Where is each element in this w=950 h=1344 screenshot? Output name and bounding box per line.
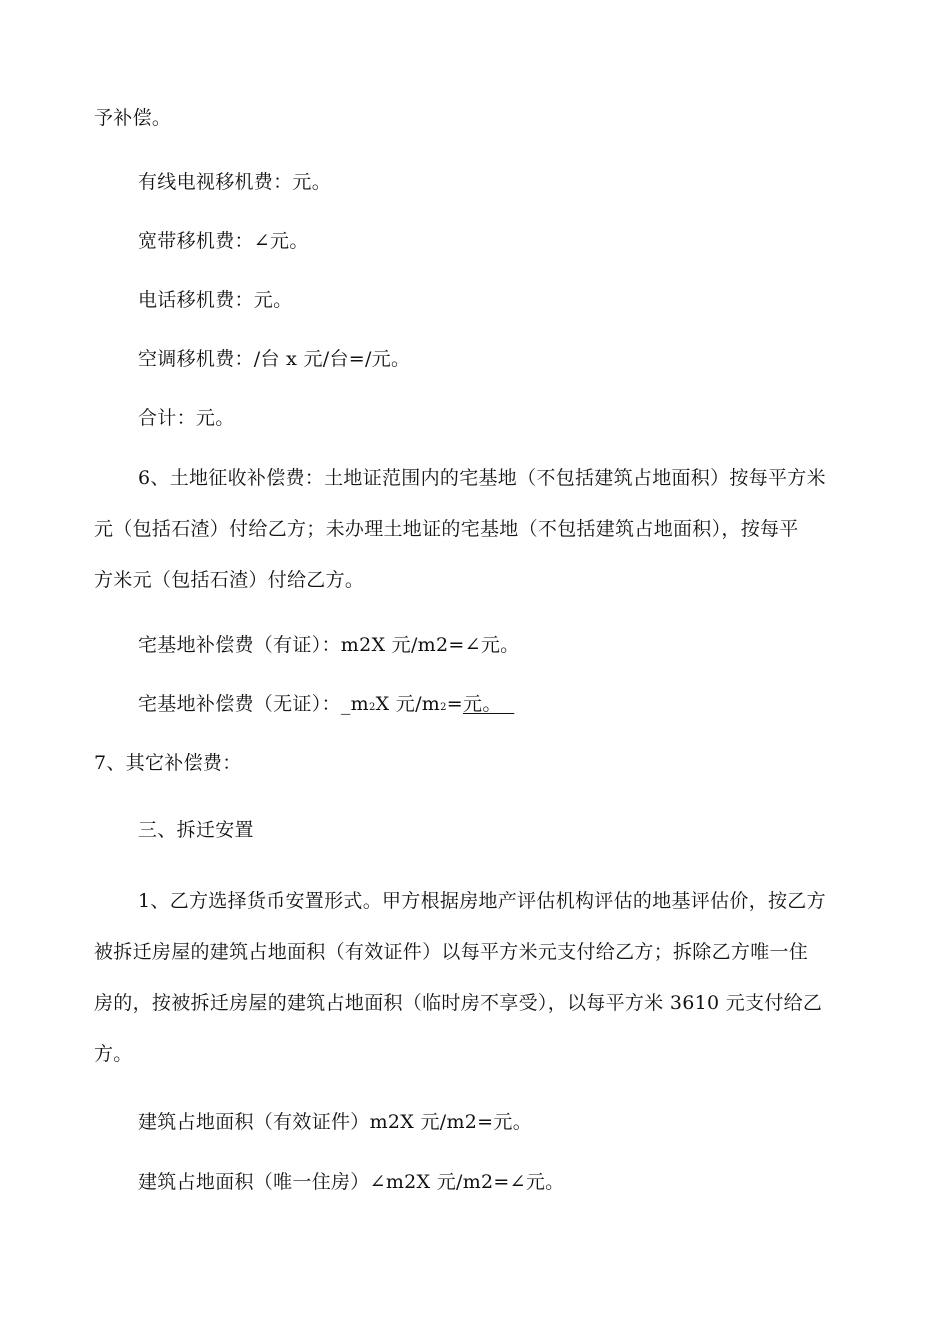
subscript-a: 2 [368, 702, 376, 713]
paragraph-line: 宅基地补偿费（有证）：m2X 元/m2=∠元。 [138, 634, 520, 656]
paragraph-line: 1、乙方选择货币安置形式。甲方根据房地产评估机构评估的地基评估价，按乙方 [138, 890, 826, 912]
paragraph-line: 合计：元。 [138, 407, 235, 429]
underlined-result: 元。 [463, 693, 515, 715]
paragraph-line: 6、土地征收补偿费：土地证范围内的宅基地（不包括建筑占地面积）按每平方米 [138, 467, 826, 489]
paragraph-line: 建筑占地面积（唯一住房）∠m2X 元/m2=∠元。 [138, 1171, 565, 1193]
formula-middle: X 元/m [375, 693, 441, 715]
paragraph-line: 元（包括石渣）付给乙方；未办理土地证的宅基地（不包括建筑占地面积），按每平 [94, 518, 799, 540]
section-heading: 三、拆迁安置 [138, 819, 254, 841]
paragraph-line: 被拆迁房屋的建筑占地面积（有效证件）以每平方米元支付给乙方；拆除乙方唯一住 [94, 941, 809, 963]
uncertified-prefix: 宅基地补偿费（无证）： [138, 693, 341, 715]
section-heading: 7、其它补偿费： [94, 752, 242, 774]
paragraph-line: 方米元（包括石渣）付给乙方。 [94, 569, 365, 591]
equals-sign: = [446, 693, 464, 715]
subscript-b: 2 [440, 702, 447, 713]
paragraph-line: 宽带移机费：∠元。 [138, 230, 309, 252]
paragraph-line: 有线电视移机费：元。 [138, 171, 332, 193]
paragraph-line: 建筑占地面积（有效证件）m2X 元/m2=元。 [138, 1111, 532, 1133]
uncertified-compensation-line [138, 692, 514, 720]
paragraph-line: 房的，按被拆迁房屋的建筑占地面积（临时房不享受），以每平方米 3610 元支付给乙 [94, 992, 823, 1014]
paragraph-line: 方。 [94, 1043, 133, 1065]
blank-mark: _ [340, 693, 351, 715]
paragraph-line: 空调移机费：/台 x 元/台=/元。 [138, 348, 411, 370]
paragraph-line: 予补偿。 [94, 107, 172, 129]
unit-a: m [350, 693, 369, 715]
paragraph-line: 电话移机费：元。 [138, 289, 293, 311]
